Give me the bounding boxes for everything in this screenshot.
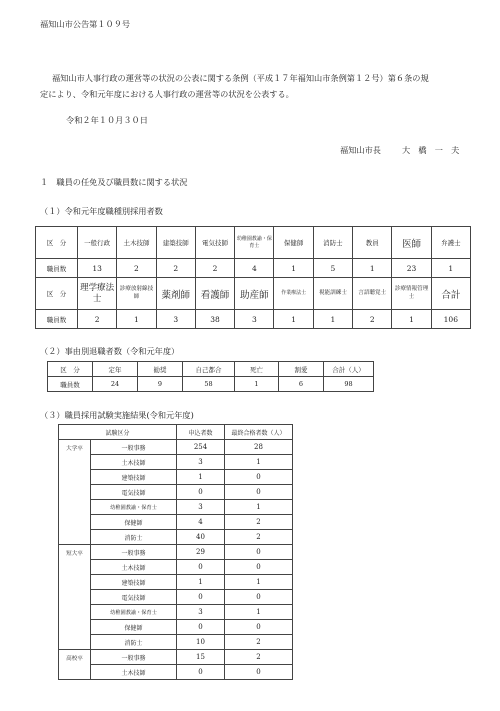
- table3-row: [59, 455, 293, 470]
- table3-cell: 1: [225, 575, 293, 590]
- table1-cell: 1: [274, 310, 313, 329]
- table1-cell: 1: [313, 310, 352, 329]
- table1-cell: 23: [392, 259, 431, 278]
- table1-cell: 1: [117, 310, 156, 329]
- table3-row: [59, 620, 293, 635]
- table1-cell: 一般行政: [78, 227, 117, 259]
- table1-cell: 看護師: [195, 278, 234, 310]
- table1-cell: 職員数: [36, 310, 78, 329]
- table3-row: [59, 545, 293, 560]
- table2-cell: 合計（人）: [324, 362, 374, 377]
- table2-cell: 割愛: [279, 362, 324, 377]
- recruitment-exam-table: [58, 424, 293, 680]
- intro-line-2: 定により、令和元年度における人事行政の運営等の状況を公表する。: [40, 89, 294, 99]
- table1-cell: 電気技師: [195, 227, 234, 259]
- table3-cell: 建築技師: [91, 470, 177, 485]
- table3-cell: 幼稚園教諭・保育士: [91, 500, 177, 515]
- table3-row: [59, 605, 293, 620]
- table3-cell: 2: [225, 515, 293, 530]
- table3-row: [59, 515, 293, 530]
- table1-cell: 1: [392, 310, 431, 329]
- table3-cell: 試験区分: [59, 425, 177, 440]
- table1-cell: 消防士: [313, 227, 352, 259]
- table3-cell: 保健師: [91, 515, 177, 530]
- table3-cell: 0: [225, 665, 293, 680]
- table3-cell: 土木技師: [91, 560, 177, 575]
- table1-cell: 合計: [431, 278, 470, 310]
- table3-cell: 土木技師: [91, 455, 177, 470]
- table2-cell: 24: [93, 377, 138, 392]
- table1-caption: （１）令和元年度職種別採用者数: [40, 206, 163, 216]
- table3-cell: 2: [225, 650, 293, 665]
- table1-cell: 職員数: [36, 259, 78, 278]
- table3-cell: 254: [177, 440, 225, 455]
- table1-cell: 2: [195, 259, 234, 278]
- table1-cell: 13: [78, 259, 117, 278]
- table3-header-row: [59, 425, 293, 440]
- table1-cell: 医師: [392, 227, 431, 259]
- table1-cell: 視能訓練士: [313, 278, 352, 310]
- table3-cell: 2: [225, 530, 293, 545]
- table3-group-cell: 高校卒: [59, 650, 91, 680]
- table1-cell: 1: [431, 259, 470, 278]
- section-1-title: １ 職員の任免及び職員数に関する状況: [40, 177, 188, 187]
- table3-row: [59, 530, 293, 545]
- table3-cell: 3: [177, 455, 225, 470]
- table2-cell: 死亡: [235, 362, 279, 377]
- table3-row: [59, 470, 293, 485]
- table1-cell: 38: [195, 310, 234, 329]
- table3-cell: 一般事務: [91, 650, 177, 665]
- table3-cell: 0: [177, 485, 225, 500]
- table3-cell: 3: [177, 605, 225, 620]
- table3-cell: 0: [225, 470, 293, 485]
- table1-cell: 3: [156, 310, 195, 329]
- table3-cell: 土木技師: [91, 665, 177, 680]
- table3-row: [59, 590, 293, 605]
- table3-cell: 幼稚園教諭・保育士: [91, 605, 177, 620]
- notice-date: 令和２年１０月３０日: [66, 115, 148, 125]
- table1-cell: 5: [313, 259, 352, 278]
- table3-cell: 1: [177, 575, 225, 590]
- table1-cell: 1: [274, 259, 313, 278]
- table1-header-row-2: [36, 278, 471, 310]
- table2-cell: 勧奨: [138, 362, 183, 377]
- table1-cell: 弁護士: [431, 227, 470, 259]
- table3-cell: 0: [225, 590, 293, 605]
- table1-cell: 理学療法士: [78, 278, 117, 310]
- table1-cell: 診療情報管理士: [392, 278, 431, 310]
- table3-row: [59, 485, 293, 500]
- table2-cell: 58: [183, 377, 235, 392]
- table2-cell: 自己都合: [183, 362, 235, 377]
- table1-cell: 作業療法士: [274, 278, 313, 310]
- table3-cell: 2: [225, 635, 293, 650]
- table3-group-cell: 短大卒: [59, 545, 91, 650]
- table3-cell: 0: [177, 590, 225, 605]
- table3-cell: 1: [225, 500, 293, 515]
- table3-cell: 申込者数: [177, 425, 225, 440]
- table1-header-row-1: [36, 227, 471, 259]
- table1-cell: 幼稚園教諭・保育士: [235, 227, 274, 259]
- table2-data-row: [48, 377, 374, 392]
- table3-cell: 電気技師: [91, 485, 177, 500]
- table3-cell: 1: [177, 470, 225, 485]
- table3-cell: 28: [225, 440, 293, 455]
- table1-cell: 2: [117, 259, 156, 278]
- table3-cell: 一般事務: [91, 440, 177, 455]
- table3-caption: （３）職員採用試験実施結果(令和元年度): [40, 410, 194, 420]
- table3-cell: 15: [177, 650, 225, 665]
- table3-cell: 電気技師: [91, 590, 177, 605]
- table3-cell: 10: [177, 635, 225, 650]
- table3-cell: 0: [225, 560, 293, 575]
- table3-cell: 0: [177, 665, 225, 680]
- table3-row: [59, 635, 293, 650]
- table3-cell: 最終合格者数（人）: [225, 425, 293, 440]
- table3-row: [59, 560, 293, 575]
- table1-cell: 2: [156, 259, 195, 278]
- table3-cell: 保健師: [91, 620, 177, 635]
- table3-cell: 4: [177, 515, 225, 530]
- table1-data-row-1: [36, 259, 471, 278]
- table3-cell: 消防士: [91, 635, 177, 650]
- table3-cell: 0: [177, 620, 225, 635]
- notice-number: 福知山市公告第１０９号: [40, 19, 131, 29]
- table3-cell: 消防士: [91, 530, 177, 545]
- table1-cell: 土木技師: [117, 227, 156, 259]
- table2-cell: 定年: [93, 362, 138, 377]
- table1-cell: 区 分: [36, 227, 78, 259]
- table2-cell: 98: [324, 377, 374, 392]
- table3-row: [59, 575, 293, 590]
- table3-cell: 0: [225, 545, 293, 560]
- table1-cell: 保健師: [274, 227, 313, 259]
- signer-title: 福知山市長: [340, 145, 381, 155]
- table2-header-row: [48, 362, 374, 377]
- table1-cell: 言語聴覚士: [353, 278, 392, 310]
- table3-cell: 1: [225, 455, 293, 470]
- table3-cell: 40: [177, 530, 225, 545]
- signer-name: 大 橋 一 夫: [402, 145, 460, 155]
- table1-cell: 診療放射線技師: [117, 278, 156, 310]
- table1-cell: 2: [353, 310, 392, 329]
- table3-cell: 0: [225, 485, 293, 500]
- table2-caption: （２）事由別退職者数（令和元年度）: [40, 346, 180, 356]
- table3-cell: 建築技師: [91, 575, 177, 590]
- table2-cell: 職員数: [48, 377, 93, 392]
- table1-cell: 3: [235, 310, 274, 329]
- table2-cell: 6: [279, 377, 324, 392]
- table1-cell: 106: [431, 310, 470, 329]
- table1-cell: 区 分: [36, 278, 78, 310]
- table2-cell: 1: [235, 377, 279, 392]
- table3-row: [59, 650, 293, 665]
- table1-cell: 建築技師: [156, 227, 195, 259]
- table2-cell: 区 分: [48, 362, 93, 377]
- table3-row: [59, 440, 293, 455]
- table3-row: [59, 665, 293, 680]
- table1-cell: 4: [235, 259, 274, 278]
- retirements-table: [47, 361, 374, 392]
- table2-cell: 9: [138, 377, 183, 392]
- table1-cell: 1: [353, 259, 392, 278]
- table3-row: [59, 500, 293, 515]
- hires-by-job-table: [35, 226, 471, 329]
- table3-group-cell: 大学卒: [59, 440, 91, 545]
- table3-cell: 3: [177, 500, 225, 515]
- table3-cell: 29: [177, 545, 225, 560]
- table1-data-row-2: [36, 310, 471, 329]
- table1-cell: 2: [78, 310, 117, 329]
- table3-cell: 1: [225, 605, 293, 620]
- table1-cell: 助産師: [235, 278, 274, 310]
- table3-cell: 0: [177, 560, 225, 575]
- table1-cell: 教員: [353, 227, 392, 259]
- intro-line-1: 福知山市人事行政の運営等の状況の公表に関する条例（平成１７年福知山市条例第１２号）第６条の規: [52, 73, 429, 83]
- table1-cell: 薬剤師: [156, 278, 195, 310]
- table3-cell: 一般事務: [91, 545, 177, 560]
- table3-cell: 0: [225, 620, 293, 635]
